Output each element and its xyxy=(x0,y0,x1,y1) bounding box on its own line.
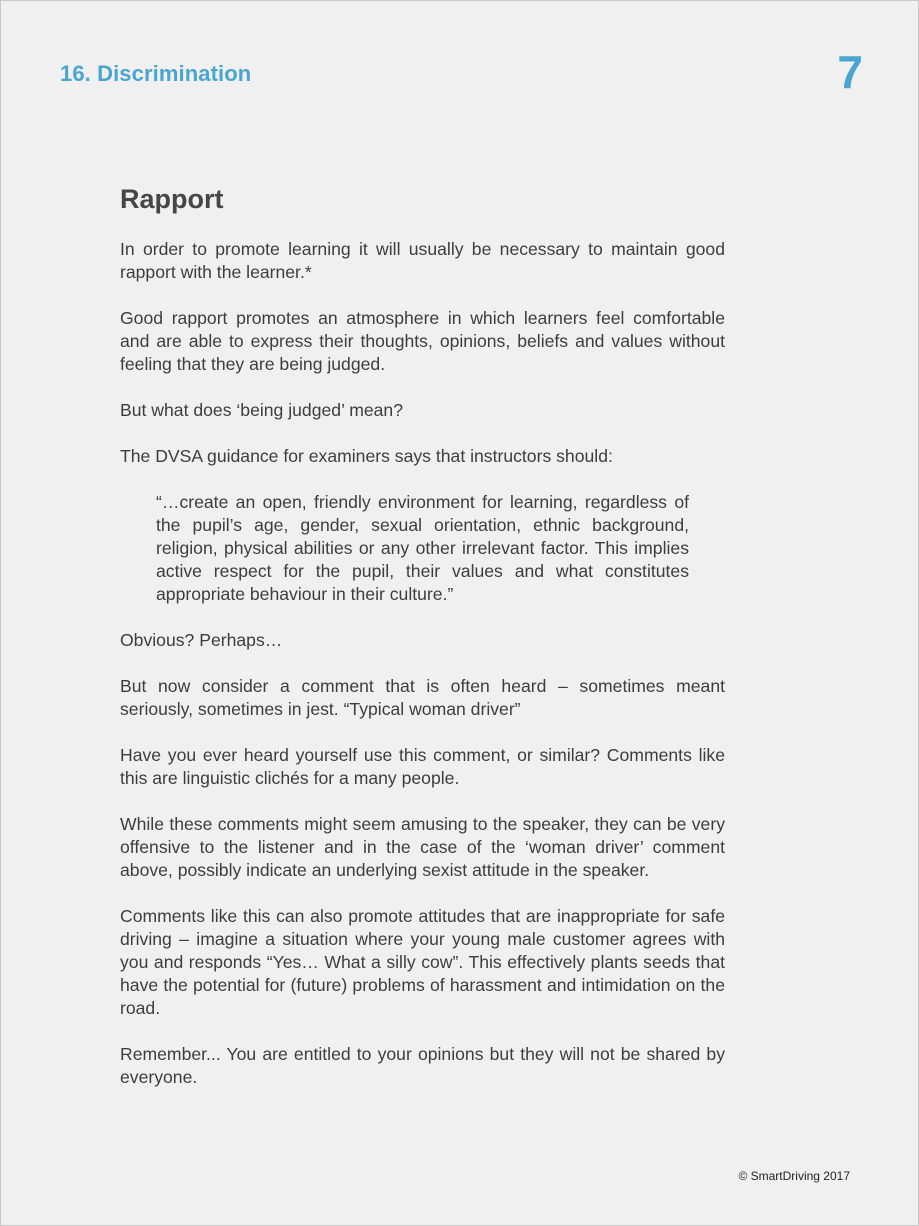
main-content xyxy=(120,180,725,1112)
paragraph: Comments like this can also promote attitudes that are inappropriate for safe driving – imagine a situation where your young male customer agrees with you and responds “Yes… What a silly cow”. This effectively plants seeds that have the potential for (future) problems of harassment and intimidation on the road. xyxy=(120,906,725,1018)
paragraph: The DVSA guidance for examiners says that instructors should: xyxy=(120,446,613,466)
paragraph: Obvious? Perhaps… xyxy=(120,630,283,650)
page-number: 7 xyxy=(837,46,863,98)
paragraph: Have you ever heard yourself use this comment, or similar? Comments like this are linguistic clichés for a many people. xyxy=(120,745,725,788)
paragraph: Remember... You are entitled to your opinions but they will not be shared by everyone. xyxy=(120,1044,725,1087)
copyright-footer: © SmartDriving 2017 xyxy=(738,1169,850,1183)
paragraph: But now consider a comment that is often heard – sometimes meant seriously, sometimes in jest. “Typical woman driver” xyxy=(120,676,725,719)
paragraph: In order to promote learning it will usually be necessary to maintain good rapport with the learner.* xyxy=(120,239,725,282)
block-quote: “…create an open, friendly environment for learning, regardless of the pupil’s age, gender, sexual orientation, ethnic background, religion, physical abilities or any other irrelevant factor. This implies active respect for the pupil, their values and what constitutes appropriate behaviour in their culture.” xyxy=(156,492,689,604)
paragraph: While these comments might seem amusing to the speaker, they can be very offensive to the listener and in the case of the ‘woman driver’ comment above, possibly indicate an underlying sexist attitude in the speaker. xyxy=(120,814,725,880)
paragraph: But what does ‘being judged’ mean? xyxy=(120,400,404,420)
section-heading: Rapport xyxy=(120,184,224,214)
chapter-title: 16. Discrimination xyxy=(60,61,252,86)
paragraph: Good rapport promotes an atmosphere in which learners feel comfortable and are able to express their thoughts, opinions, beliefs and values without feeling that they are being judged. xyxy=(120,308,725,374)
